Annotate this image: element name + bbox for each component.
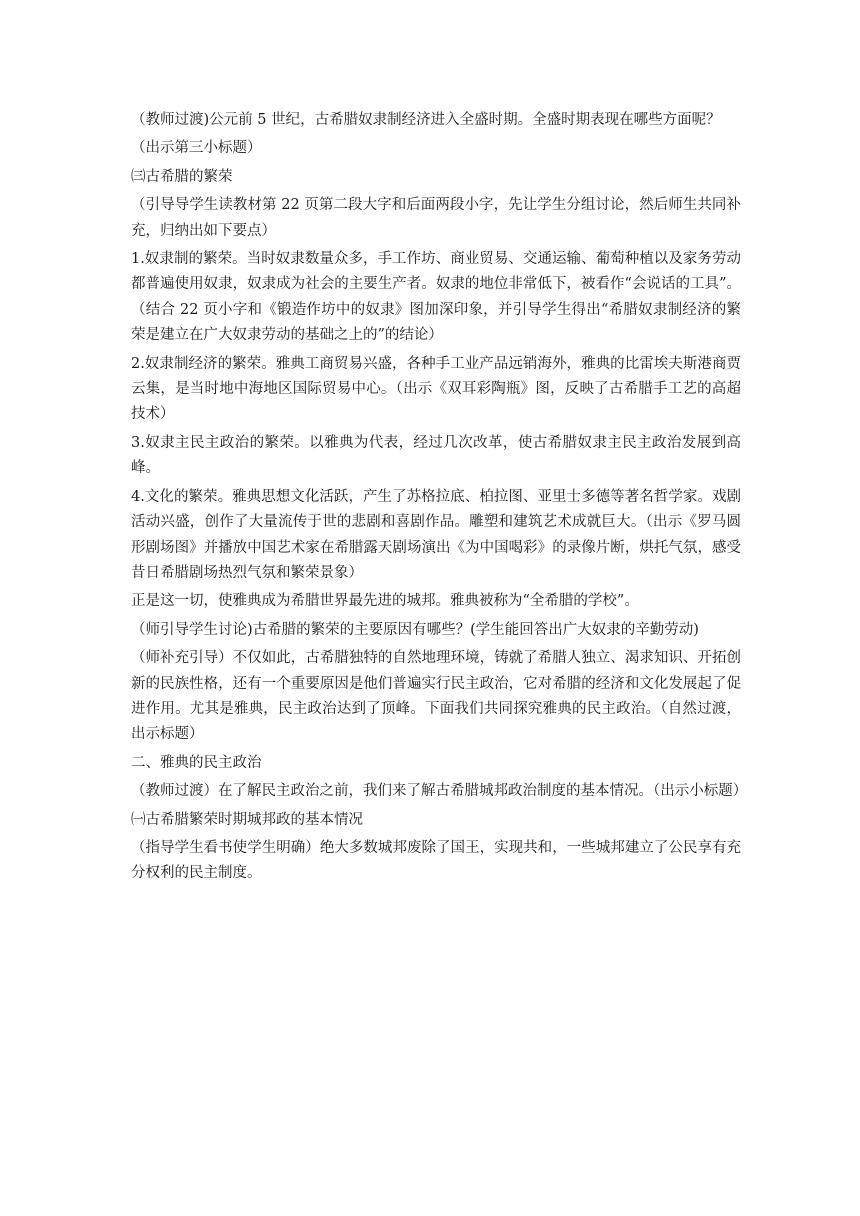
paragraph-show-third-subtitle: （出示第三小标题） bbox=[131, 140, 262, 157]
subheading-city-state-situation: ㈠古希腊繁荣时期城邦政的基本情况 bbox=[131, 811, 363, 828]
paragraph-teacher-supplement: （师补充引导）不仅如此，古希腊独特的自然地理环境，铸就了希腊人独立、渴求知识、开拓创新的民族性格，还有一个重要原因是他们普遍实行民主政治，它对希腊的经济和文化发展起了促进作用。尤其是雅典，民主政治达到了顶峰。下面我们共同探究雅典的民主政治。（自然过渡，出示标题） bbox=[131, 650, 741, 743]
subheading-prosperity: ㈢古希腊的繁荣 bbox=[131, 168, 233, 185]
paragraph-transition-city-states: （教师过渡）在了解民主政治之前，我们来了解古希腊城邦政治制度的基本情况。（出示小标题） bbox=[131, 783, 748, 800]
paragraph-teacher-transition: （教师过渡)公元前 5 世纪，古希腊奴隶制经济进入全盛时期。全盛时期表现在哪些方面呢？ bbox=[131, 112, 721, 128]
point-slavery-prosperity: 1.奴隶制的繁荣。当时奴隶数量众多，手工作坊、商业贸易、交通运输、葡萄种植以及家务劳动都普遍使用奴隶，奴隶成为社会的主要生产者。奴隶的地位非常低下，被看作“会说话的工具”。（结合 22 页小字和《锻造作坊中的奴隶》图加深印象，并引导学生得出“希腊奴隶制经济的繁荣是建立在广大奴隶劳动的基础之上的”的结论） bbox=[131, 251, 741, 344]
heading-athenian-democracy: 二、雅典的民主政治 bbox=[131, 754, 262, 771]
point-democracy-prosperity: 3.奴隶主民主政治的繁荣。以雅典为代表，经过几次改革，使古希腊奴隶主民主政治发展到高峰。 bbox=[131, 434, 741, 477]
document-body bbox=[131, 108, 748, 890]
paragraph-discussion-question: （师引导学生讨论)古希腊的繁荣的主要原因有哪些？(学生能回答出广大奴隶的辛勤劳动) bbox=[131, 621, 699, 638]
paragraph-guided-reading: （引导导学生读教材第 22 页第二段大字和后面两段小字，先让学生分组讨论，然后师生共同补充，归纳出如下要点） bbox=[131, 197, 741, 239]
paragraph-guided-reading-conclusion: （指导学生看书使学生明确）绝大多数城邦废除了国王，实现共和，一些城邦建立了公民享有充分权利的民主制度。 bbox=[131, 839, 741, 882]
point-culture-prosperity: 4.文化的繁荣。雅典思想文化活跃，产生了苏格拉底、柏拉图、亚里士多德等著名哲学家。戏剧活动兴盛，创作了大量流传于世的悲剧和喜剧作品。雕塑和建筑艺术成就巨大。（出示《罗马圆形剧场图》并播放中国艺术家在希腊露天剧场演出《为中国喝彩》的录像片断，烘托气氛，感受昔日希腊剧场热烈气氛和繁荣景象） bbox=[131, 488, 741, 581]
point-economy-prosperity: 2.奴隶制经济的繁荣。雅典工商贸易兴盛，各种手工业产品远销海外，雅典的比雷埃夫斯港商贾云集，是当时地中海地区国际贸易中心。（出示《双耳彩陶瓶》图，反映了古希腊手工艺的高超技术） bbox=[131, 355, 741, 423]
paragraph-athens-summary: 正是这一切，使雅典成为希腊世界最先进的城邦。雅典被称为“全希腊的学校”。 bbox=[131, 593, 639, 610]
